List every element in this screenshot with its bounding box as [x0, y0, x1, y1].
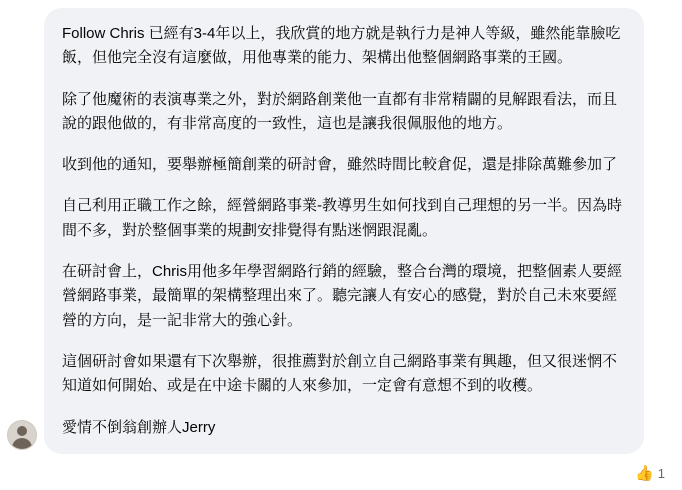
comment-row	[0, 8, 682, 454]
comment-paragraph: 愛情不倒翁創辦人Jerry	[62, 418, 216, 436]
comment-paragraph: Follow Chris 已經有3-4年以上，我欣賞的地方就是執行力是神人等級，雖然能靠臉吃飯，但他完全沒有這麼做，用他專業的能力、架構出他整個網路事業的王國。	[62, 25, 621, 67]
avatar-head-icon	[17, 426, 27, 436]
thumbs-up-icon[interactable]: 👍	[635, 465, 654, 482]
reaction-pill[interactable]	[632, 465, 668, 482]
avatar-body-icon	[12, 438, 32, 450]
comment-paragraph: 這個研討會如果還有下次舉辦，很推薦對於創立自己網路事業有興趣，但又很迷惘不知道如何開始、或是在中途卡關的人來參加，一定會有意想不到的收穫。	[62, 352, 618, 395]
comment-paragraph: 自己利用正職工作之餘，經營網路事業-教導男生如何找到自己理想的另一半。因為時間不多，對於整個事業的規劃安排覺得有點迷惘跟混亂。	[62, 197, 622, 239]
reaction-bar[interactable]	[632, 465, 668, 482]
comment-paragraph: 除了他魔術的表演專業之外，對於網路創業他一直都有非常精闢的見解跟看法，而且說的跟他做的，有非常高度的一致性，這也是讓我很佩服他的地方。	[62, 90, 618, 132]
avatar-column	[0, 420, 44, 454]
reaction-count: 1	[657, 466, 665, 481]
comment-paragraph: 收到他的通知，要舉辦極簡創業的研討會，雖然時間比較倉促，還是排除萬難參加了	[62, 156, 618, 174]
avatar[interactable]	[7, 420, 37, 450]
comment-bubble	[44, 8, 644, 454]
comment-paragraph: 在研討會上，Chris用他多年學習網路行銷的經驗，整合台灣的環境，把整個素人要經營網路事業，最簡單的架構整理出來了。聽完讓人有安心的感覺，對於自己未來要經營的方向，是一記非常大的強心針。	[62, 263, 623, 329]
